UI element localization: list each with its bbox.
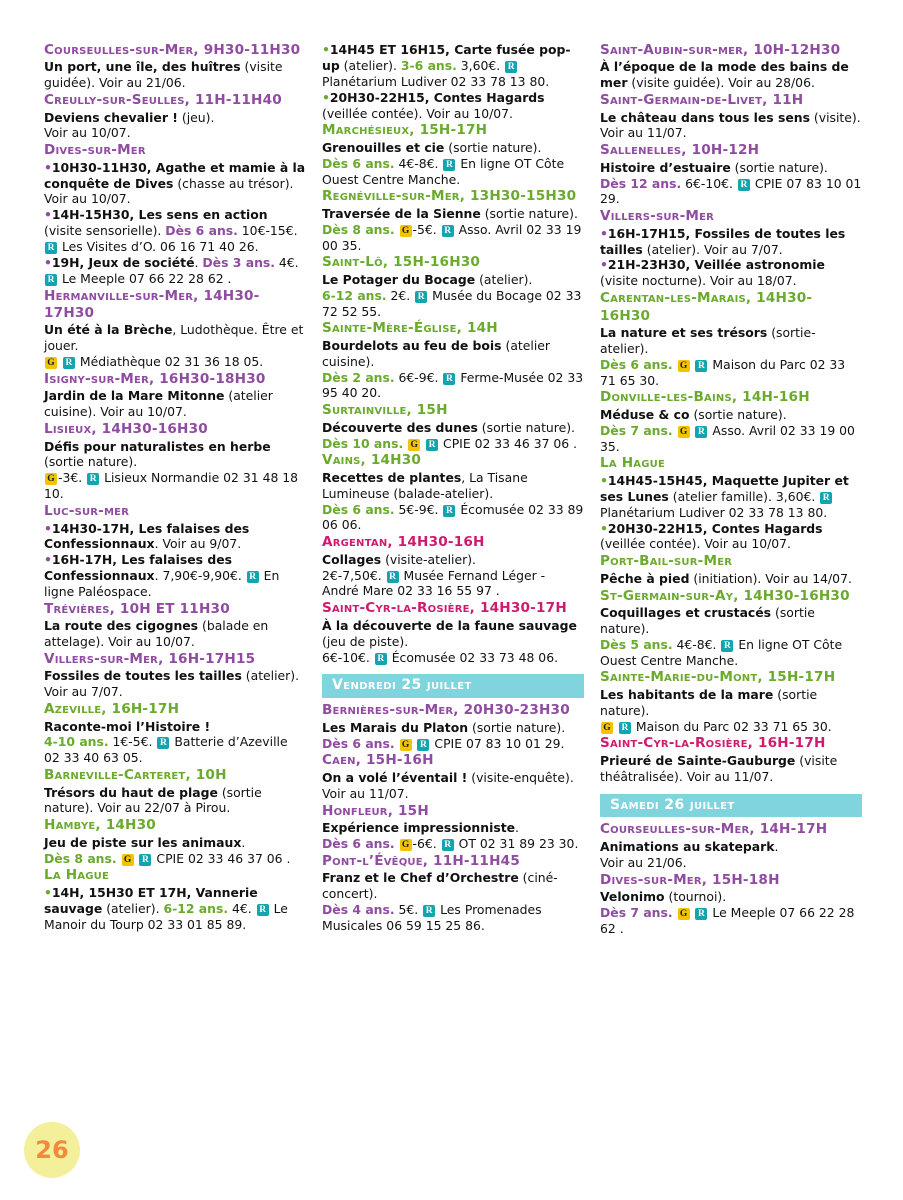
event-entry [322,122,584,187]
event-entry [44,817,306,866]
event-detail-line: La route des cigognes (balade en attelage). Voir au 10/07. [44,618,269,650]
event-entry [44,651,306,700]
event-place-heading: Saint-Aubin-sur-mer, 10H-12H30 [600,42,841,58]
event-entry [600,669,862,734]
event-place-heading: Courseulles-sur-Mer, 9H30-11H30 [44,42,301,58]
event-place-heading: Sainte-Marie-du-Mont, 15H-17H [600,669,836,686]
event-place-heading: Argentan, 14H30-16H [322,534,485,551]
event-detail-line: Dès 4 ans. 5€. R Les Promenades Musicales 06 59 15 25 86. [322,901,542,933]
event-entry [44,142,306,286]
event-place-heading: Villers-sur-Mer [600,208,715,225]
event-entry [44,371,306,420]
event-detail-line: Jardin de la Mare Mitonne (atelier cuisine). Voir au 10/07. [44,388,273,420]
event-place-heading: Courseulles-sur-Mer, 14H-17H [600,821,828,838]
event-place-heading: La Hague [600,455,666,472]
event-place-heading: Sallenelles, 10H-12H [600,142,760,159]
event-entry [322,803,584,852]
column-2 [322,42,584,1122]
event-detail-line: Prieuré de Sainte-Gauburge (visite théâtralisée). Voir au 11/07. [600,752,838,784]
event-detail-line: Velonimo (tournoi). [600,889,727,904]
event-detail-line: Animations au skatepark. [600,838,779,854]
event-detail-line: Recettes de plantes, La Tisane Lumineuse (balade-atelier). [322,469,528,501]
event-place-heading: Dives-sur-Mer [44,142,146,159]
event-detail-line: • 20H30-22H15, Contes Hagards (veillée contée). Voir au 10/07. [322,90,584,122]
event-place-heading: Saint-Germain-de-Livet, 11H [600,92,804,109]
event-detail-line: • 14H-15H30, Les sens en action (visite sensorielle). Dès 6 ans. 10€-15€. R Les Visites d’O. 06 16 71 40 26. [44,207,306,255]
event-detail-line: Dès 5 ans. 4€-8€. R En ligne OT Côte Ouest Centre Manche. [600,636,843,668]
event-detail-line: • 16H-17H15, Fossiles de toutes les tailles (atelier). Voir au 7/07. [600,226,862,258]
event-detail-line: Le Potager du Bocage (atelier). [322,271,533,287]
event-place-heading: Saint-Lô, 15H-16H30 [322,254,481,271]
event-entry [322,452,584,533]
event-detail-line: Méduse & co (sortie nature). [600,406,787,422]
event-detail-line: Jeu de piste sur les animaux. [44,834,246,850]
event-entry [322,702,584,751]
event-entry [322,402,584,451]
event-entry [44,42,306,91]
event-detail-line: • 14H30-17H, Les falaises des Confessionnaux. Voir au 9/07. [44,521,306,553]
event-detail-line: G R Maison du Parc 02 33 71 65 30. [600,719,862,735]
event-listing-columns [44,42,864,1122]
event-detail-line: 4-10 ans. 1€-5€. R Batterie d’Azeville 02 33 40 63 05. [44,734,288,766]
event-entry [322,752,584,801]
event-entry [44,601,306,650]
event-place-heading: Dives-sur-Mer, 15H-18H [600,871,780,888]
event-detail-line: Fossiles de toutes les tailles (atelier). Voir au 7/07. [44,668,300,700]
event-entry [322,600,584,665]
event-place-heading: Isigny-sur-Mer, 16H30-18H30 [44,371,266,388]
event-detail-line: Deviens chevalier ! (jeu). [44,109,215,125]
day-header-friday: Vendredi 25 juillet [322,674,584,698]
event-detail-line: G -3€. R Lisieux Normandie 02 31 48 18 10. [44,470,299,502]
event-detail-line: • 10H30-11H30, Agathe et mamie à la conquête de Dives (chasse au trésor). Voir au 10/07. [44,160,306,208]
event-place-heading: Surtainville, 15H [322,402,448,419]
event-detail-line: Trésors du haut de plage (sortie nature). Voir au 22/07 à Pirou. [44,784,262,816]
event-place-heading: Saint-Cyr-la-Rosière, 14H30-17H [322,600,567,617]
event-detail-line: Dès 10 ans. G R CPIE 02 33 46 37 06 . [322,435,578,451]
event-detail-line: Le château dans tous les sens (visite). Voir au 11/07. [600,109,861,141]
event-place-heading: Trévières, 10H ET 11H30 [44,600,230,617]
event-detail-line: Franz et le Chef d’Orchestre (ciné-concert). [322,870,558,901]
event-place-heading: Villers-sur-Mer, 16H-17H15 [44,651,256,668]
event-entry [44,867,306,932]
event-detail-line: Dès 2 ans. 6€-9€. R Ferme-Musée 02 33 95 40 20. [322,369,584,401]
event-place-heading: Bernières-sur-Mer, 20H30-23H30 [322,702,570,719]
event-entry [44,701,306,766]
event-detail-line: Un été à la Brèche, Ludothèque. Être et jouer. [44,322,304,354]
event-detail-line: • 21H-23H30, Veillée astronomie (visite nocturne). Voir au 18/07. [600,257,862,289]
event-detail-line: Collages (visite-atelier). [322,551,476,567]
event-place-heading: Port-Bail-sur-Mer [600,553,733,570]
event-entry [322,320,584,401]
event-entry [600,588,862,669]
event-entry [322,534,584,599]
column-1 [44,42,306,1122]
event-detail-line: Dès 8 ans. G -5€. R Asso. Avril 02 33 19 00 35. [322,221,582,253]
event-entry [44,92,306,141]
event-detail-line: Dès 8 ans. G R CPIE 02 33 46 37 06 . [44,850,291,866]
event-detail-line: Raconte-moi l’Histoire ! [44,718,211,734]
event-entry [600,389,862,454]
event-detail-line: Dès 6 ans. G R CPIE 07 83 10 01 29. [322,735,565,751]
event-detail-line: Dès 12 ans. 6€-10€. R CPIE 07 83 10 01 29. [600,175,862,207]
event-place-heading: Hermanville-sur-Mer, 14H30-17H30 [44,287,260,322]
event-detail-line: Défis pour naturalistes en herbe (sortie nature). [44,438,271,470]
event-place-heading: Saint-Cyr-la-Rosière, 16H-17H [600,735,826,752]
event-place-heading: Creully-sur-Seulles, 11H-11H40 [44,92,282,109]
event-place-heading: Barneville-Carteret, 10H [44,767,227,784]
event-entry [600,208,862,289]
event-entry [600,92,862,141]
event-place-heading: Luc-sur-mer [44,503,130,520]
event-place-heading: Carentan-les-Marais, 14H30-16H30 [600,290,813,324]
event-place-heading: Vains, 14H30 [322,452,422,469]
event-place-heading: Lisieux, 14H30-16H30 [44,421,208,438]
event-detail-line: Dès 6 ans. 4€-8€. R En ligne OT Côte Ouest Centre Manche. [322,155,565,187]
event-detail-line: • 14H45-15H45, Maquette Jupiter et ses Lunes (atelier famille). 3,60€. R Planétarium Ludiver 02 33 78 13 80. [600,473,862,521]
event-detail-line: Un port, une île, des huîtres (visite guidée). Voir au 21/06. [44,59,283,91]
event-entry [600,821,862,870]
event-entry [44,421,306,502]
event-entry [44,288,306,370]
event-place-heading: Honfleur, 15H [322,802,429,819]
page-number: 26 [24,1122,80,1178]
event-place-heading: Pont-l’Évêque, 11H-11H45 [322,852,520,869]
event-detail-line: 6-12 ans. 2€. R Musée du Bocage 02 33 72 52 55. [322,287,582,319]
event-detail-line: 2€-7,50€. R Musée Fernand Léger - André Mare 02 33 16 55 97 . [322,567,546,599]
event-detail-line: Voir au 10/07. [44,125,131,141]
event-entry [600,735,862,784]
event-detail-line: Dès 6 ans. G R Maison du Parc 02 33 71 65 30. [600,356,846,388]
event-entry [600,553,862,586]
event-entry [44,503,306,600]
event-place-heading: Azeville, 16H-17H [44,701,180,718]
event-place-heading: Caen, 15H-16H [322,752,434,769]
event-place-heading: Hambye, 14H30 [44,817,156,834]
event-detail-line: Coquillages et crustacés (sortie nature). [600,604,815,636]
event-detail-line: Dès 7 ans. G R Le Meeple 07 66 22 28 62 . [600,904,855,936]
event-detail-line: Dès 7 ans. G R Asso. Avril 02 33 19 00 35. [600,422,855,454]
event-entry [322,853,584,934]
event-detail-line: • 14H, 15H30 ET 17H, Vannerie sauvage (atelier). 6-12 ans. 4€. R Le Manoir du Tourp 02 33 01 85 89. [44,885,306,933]
event-detail-line: • 16H-17H, Les falaises des Confessionnaux. 7,90€-9,90€. R En ligne Paléospace. [44,552,306,600]
event-detail-line: Bourdelots au feu de bois (atelier cuisine). [322,337,551,369]
event-place-heading: Sainte-Mère-Église, 14H [322,320,498,337]
event-entry [600,872,862,937]
event-entry [44,767,306,816]
event-detail-line: • 20H30-22H15, Contes Hagards (veillée contée). Voir au 10/07. [600,521,862,553]
event-detail-line: Découverte des dunes (sortie nature). [322,419,575,435]
event-detail-line: Expérience impressionniste. [322,819,519,835]
event-detail-line: On a volé l’éventail ! (visite-enquête). Voir au 11/07. [322,769,574,801]
event-detail-line: Traversée de la Sienne (sortie nature). [322,205,578,221]
event-entry [322,188,584,253]
event-detail-line: G R Médiathèque 02 31 36 18 05. [44,354,306,370]
event-detail-line: La nature et ses trésors (sortie-atelier). [600,324,816,356]
event-detail-line: Pêche à pied (initiation). Voir au 14/07. [600,570,852,586]
event-entry [322,254,584,319]
event-detail-line: Dès 6 ans. 5€-9€. R Écomusée 02 33 89 06 06. [322,501,584,533]
day-header-saturday: Samedi 26 juillet [600,794,862,818]
event-detail-line: 6€-10€. R Écomusée 02 33 73 48 06. [322,649,559,665]
event-entry [322,42,584,121]
event-entry [600,455,862,552]
event-detail-line: • 14H45 ET 16H15, Carte fusée pop-up (atelier). 3-6 ans. 3,60€. R Planétarium Ludiver 02 33 78 13 80. [322,42,584,90]
event-place-heading: St-Germain-sur-Ay, 14H30-16H30 [600,587,850,604]
event-detail-line: À l’époque de la mode des bains de mer (visite guidée). Voir au 28/06. [600,59,849,91]
event-entry [600,142,862,207]
column-3 [600,42,862,1122]
event-detail-line: À la découverte de la faune sauvage (jeu de piste). [322,617,577,649]
event-place-heading: La Hague [44,867,110,884]
event-detail-line: Dès 6 ans. G -6€. R OT 02 31 89 23 30. [322,835,579,851]
event-detail-line: Les habitants de la mare (sortie nature). [600,686,818,718]
event-place-heading: Donville-les-Bains, 14H-16H [600,389,810,406]
event-detail-line: Voir au 21/06. [600,854,687,870]
event-detail-line: Grenouilles et cie (sortie nature). [322,139,542,155]
event-place-heading: Marchésieux, 15H-17H [322,122,488,139]
event-detail-line: • 19H, Jeux de société. Dès 3 ans. 4€. R Le Meeple 07 66 22 28 62 . [44,255,306,287]
event-entry [600,42,862,91]
event-detail-line: Les Marais du Platon (sortie nature). [322,719,566,735]
event-detail-line: Histoire d’estuaire (sortie nature). [600,159,828,175]
event-entry [600,290,862,388]
event-place-heading: Regnéville-sur-Mer, 13H30-15H30 [322,188,577,205]
